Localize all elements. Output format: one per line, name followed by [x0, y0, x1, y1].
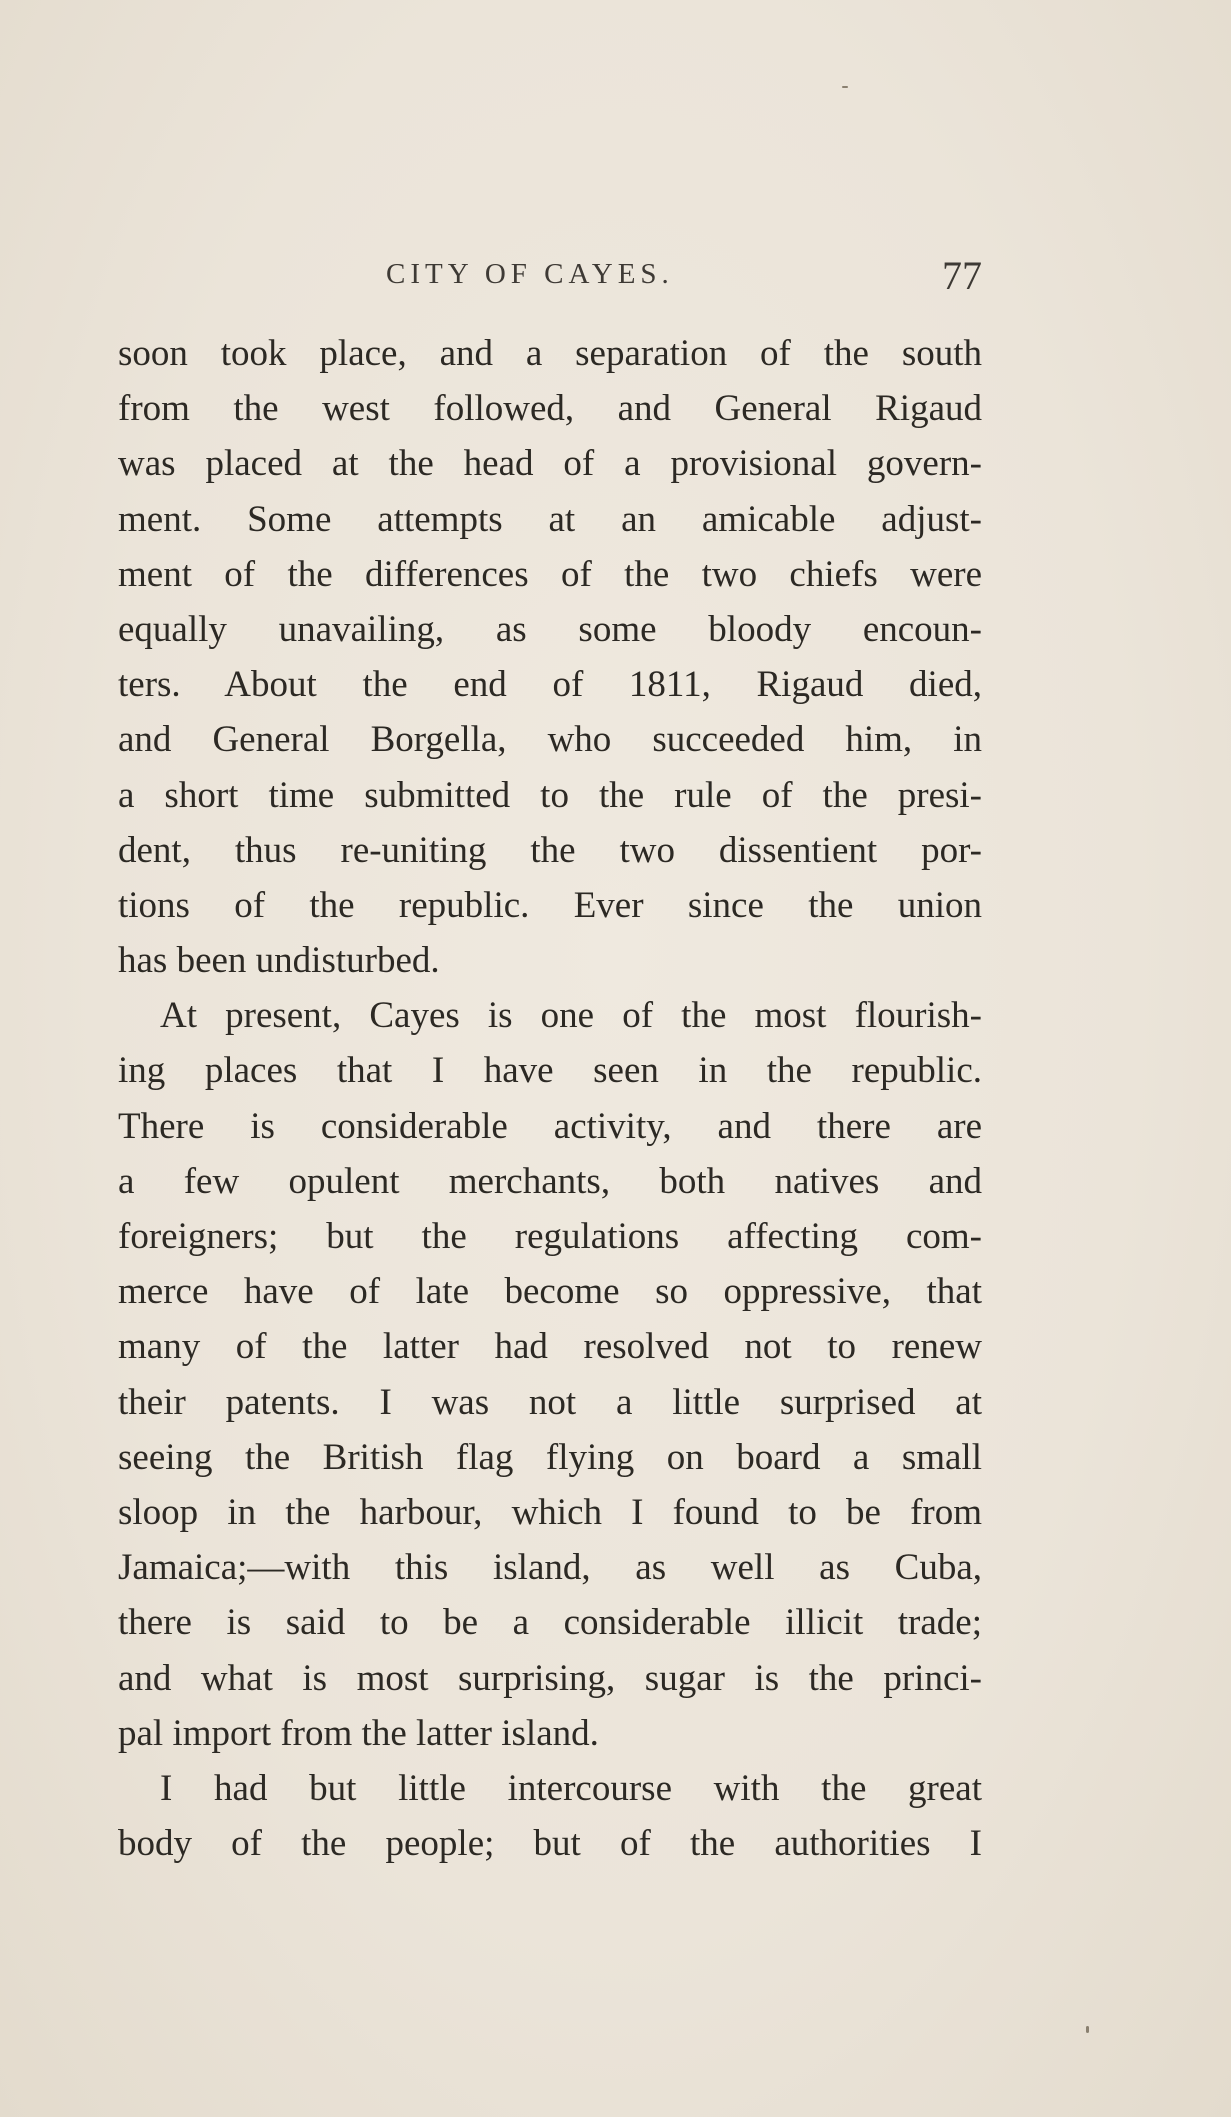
text-line: from the west followed, and General Rigaud	[118, 388, 982, 430]
paragraph-3	[118, 1761, 982, 1871]
text-line: ment of the differences of the two chiefs were	[118, 553, 982, 595]
text-line: many of the latter had resolved not to renew	[118, 1326, 982, 1368]
running-title: CITY OF CAYES.	[386, 258, 674, 290]
text-line: ment. Some attempts at an amicable adjust-	[118, 498, 982, 540]
paper-fleck	[1086, 2026, 1089, 2033]
text-line: and what is most surprising, sugar is the princi-	[118, 1657, 982, 1699]
page-number: 77	[942, 253, 982, 298]
running-head	[118, 253, 982, 298]
text-line: seeing the British flag flying on board a small	[118, 1436, 982, 1478]
text-line: merce have of late become so oppressive, that	[118, 1271, 982, 1313]
text-line: There is considerable activity, and there are	[118, 1105, 982, 1147]
text-line: ters. About the end of 1811, Rigaud died,	[118, 664, 982, 706]
text-line: soon took place, and a separation of the south	[118, 333, 982, 374]
text-line: their patents. I was not a little surprised at	[118, 1381, 982, 1423]
body-text	[118, 326, 982, 1871]
text-line: pal import from the latter island.	[118, 1712, 599, 1754]
text-line: body of the people; but of the authorities I	[118, 1823, 982, 1865]
paragraph-2	[118, 988, 982, 1761]
text-line: foreigners; but the regulations affecting com-	[118, 1216, 982, 1257]
text-line: dent, thus re-uniting the two dissentient por-	[118, 829, 982, 871]
text-line: sloop in the harbour, which I found to be from	[118, 1491, 982, 1533]
text-line: I had but little intercourse with the great	[160, 1767, 982, 1809]
text-line: was placed at the head of a provisional govern-	[118, 443, 982, 485]
text-line: equally unavailing, as some bloody encoun-	[118, 608, 982, 650]
paragraph-1	[118, 326, 982, 988]
text-line: At present, Cayes is one of the most flourish-	[160, 995, 982, 1037]
text-line: tions of the republic. Ever since the union	[118, 884, 982, 926]
text-line: ing places that I have seen in the republic.	[118, 1050, 982, 1092]
text-line: there is said to be a considerable illicit trade;	[118, 1602, 982, 1644]
text-line: a short time submitted to the rule of the presi-	[118, 774, 982, 816]
text-line: and General Borgella, who succeeded him, in	[118, 719, 982, 761]
text-line: a few opulent merchants, both natives and	[118, 1160, 982, 1202]
paper-fleck	[842, 86, 848, 88]
text-line: has been undisturbed.	[118, 940, 440, 982]
text-line: Jamaica;—with this island, as well as Cuba,	[118, 1547, 982, 1589]
